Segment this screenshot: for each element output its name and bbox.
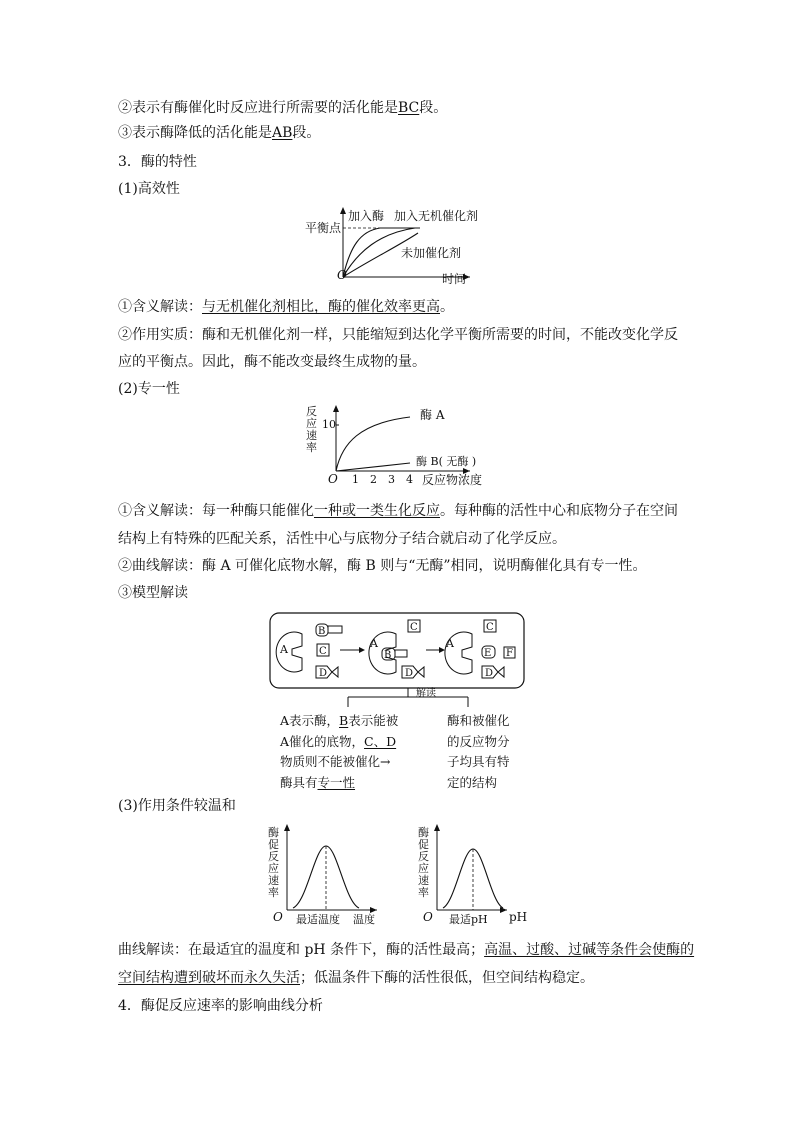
curve-enzyme-b: [336, 463, 410, 471]
y-axis-label: [268, 825, 279, 899]
x-axis-arrow: [500, 907, 507, 913]
text: 段。: [419, 100, 448, 116]
caption-row: [280, 711, 398, 732]
caption-row: 子均具有特: [447, 754, 510, 769]
ph-chart: [415, 822, 540, 930]
substrate-label: B: [384, 650, 392, 661]
specificity-curve: ②曲线解读：酶 A 可催化底物水解，酶 B 则与“无酶”相同，说明酶催化具有专一性。: [118, 558, 647, 574]
enzyme-label: A: [446, 637, 454, 650]
product-e-label: E: [484, 648, 492, 659]
x-tick: 3: [388, 473, 395, 486]
molecule-c-label: C: [486, 622, 494, 633]
caption-row: 定的结构: [447, 774, 498, 790]
substrate-b-tail: [328, 626, 342, 633]
text: ；低温条件下酶的活性很低，但空间结构稳定。: [300, 970, 594, 986]
y-axis-arrow: [333, 405, 339, 412]
substrate-b-bound-tail: [395, 650, 407, 657]
answer-underline: BC: [398, 100, 420, 116]
y-label-char: 率: [268, 886, 279, 899]
conditions-curve-1: [118, 941, 694, 959]
substrate-label: B: [318, 626, 326, 637]
y-label-char: 率: [306, 441, 317, 454]
model-right-explanation: [447, 711, 510, 793]
interpret-label: 解读: [416, 688, 436, 699]
x-tick: 2: [370, 473, 377, 486]
line-activation-ab: [118, 124, 320, 142]
caption-row: [280, 773, 398, 794]
answer-underline: C、D: [364, 733, 397, 749]
subheading-efficiency: (1)高效性: [118, 181, 180, 197]
specificity-meaning-1: [118, 502, 678, 520]
y-label-char: 速: [418, 874, 429, 887]
x-tick: 1: [352, 473, 359, 486]
text: 表示能被: [348, 713, 399, 728]
model-heading: ③模型解读: [118, 585, 188, 601]
origin-label: O: [423, 910, 433, 924]
caption-row: 酶和被催化: [447, 713, 510, 728]
caption-row: [280, 732, 398, 753]
x-axis-label: 时间: [442, 272, 467, 286]
answer-underline: AB: [272, 125, 293, 141]
answer-underline: B: [339, 713, 349, 728]
enzyme-label: A: [370, 637, 378, 650]
y-label-char: 反: [418, 850, 429, 863]
answer-underline: 高温、过酸、过碱等条件会使酶的: [484, 942, 695, 958]
label-inorganic: 加入无机催化剂: [394, 209, 479, 223]
efficiency-essence-1: ②作用实质：酶和无机催化剂一样，只能缩短到达化学平衡所需要的时间，不能改变化学反: [118, 327, 678, 343]
heading-curve-analysis: 4．酶促反应速率的影响曲线分析: [118, 998, 323, 1014]
y-axis-arrow: [434, 824, 440, 831]
answer-underline: 与无机催化剂相比，酶的催化效率更高: [202, 299, 440, 315]
text: ③表示酶降低的活化能是: [118, 125, 272, 141]
molecule-d-label: D: [319, 668, 328, 679]
y-label-char: 促: [268, 838, 279, 851]
label-enzyme-a: 酶 A: [420, 408, 445, 422]
heading-enzyme-properties: 3．酶的特性: [118, 154, 197, 170]
answer-underline: 专一性: [317, 774, 356, 790]
temperature-chart: [265, 822, 390, 930]
text: 酶具有: [280, 774, 318, 790]
model-left-explanation: [280, 711, 398, 793]
y-label-char: 速: [306, 429, 317, 442]
subheading-specificity: (2)专一性: [118, 381, 180, 397]
text: ②表示有酶催化时反应进行所需要的活化能是: [118, 100, 398, 116]
text: ①含义解读：: [118, 299, 202, 315]
optimum-ph-label: 最适pH: [449, 913, 488, 926]
molecule-d-label: D: [485, 668, 494, 679]
x-axis-label: 反应物浓度: [422, 473, 483, 487]
molecule-d-tip: [498, 667, 504, 677]
curve-enzyme-a: [336, 417, 410, 471]
y-axis-label: [418, 825, 429, 899]
text: 段。: [292, 125, 321, 141]
optimum-temperature-label: 最适温度: [296, 913, 340, 926]
text: 。: [440, 299, 454, 315]
y-label-char: 应: [306, 417, 317, 430]
efficiency-chart: [300, 205, 500, 290]
origin-label: O: [328, 472, 338, 486]
efficiency-essence-2: 应的平衡点。因此，酶不能改变最终生成物的量。: [118, 354, 426, 370]
y-label-char: 应: [418, 862, 429, 875]
answer-underline: 空间结构遭到破坏而永久失活: [118, 970, 300, 986]
label-equilibrium: 平衡点: [305, 221, 342, 235]
y-axis-arrow: [340, 207, 346, 214]
subheading-mild-conditions: (3)作用条件较温和: [118, 798, 236, 814]
y-label-char: 速: [268, 874, 279, 887]
origin-label: O: [337, 268, 347, 282]
label-enzyme: 加入酶: [348, 209, 385, 223]
y-label-char: 酶: [418, 826, 429, 839]
text: A表示酶，: [280, 713, 340, 728]
caption-row: 物质则不能被催化→: [280, 754, 391, 769]
label-enzyme-b: 酶 B( 无酶 ): [416, 455, 477, 468]
y-label-char: 酶: [268, 826, 279, 839]
reaction-arrow-1-head: [359, 647, 365, 653]
conditions-curve-2: [118, 969, 594, 987]
y-axis-label: [306, 405, 317, 454]
molecule-d-tip: [418, 667, 424, 677]
y-label-char: 促: [418, 838, 429, 851]
y-tick-10: 10: [322, 418, 336, 431]
y-axis-arrow: [284, 824, 290, 831]
caption-row: 的反应物分: [447, 733, 510, 749]
y-label-char: 反: [268, 850, 279, 863]
origin-label: O: [273, 910, 283, 924]
y-label-char: 率: [418, 886, 429, 899]
y-label-char: 反: [306, 405, 317, 418]
reaction-arrow-2-head: [439, 647, 445, 653]
label-no-catalyst: 未加催化剂: [401, 246, 462, 260]
x-tick: 4: [406, 473, 413, 486]
specificity-meaning-2: 结构上有特殊的匹配关系，活性中心与底物分子结合就启动了化学反应。: [118, 531, 566, 547]
text: 。每种酶的活性中心和底物分子在空间: [440, 503, 678, 519]
x-axis-label: 温度: [353, 913, 375, 926]
y-label-char: 应: [268, 862, 279, 875]
line-activation-bc: [118, 99, 447, 117]
molecule-d-tip: [332, 667, 338, 677]
efficiency-meaning: [118, 298, 454, 316]
answer-underline: 一种或一类生化反应: [314, 503, 440, 519]
enzyme-label: A: [280, 643, 288, 656]
text: A催化的底物，: [280, 733, 365, 749]
text: 曲线解读：在最适宜的温度和 pH 条件下，酶的活性最高；: [118, 942, 485, 958]
lock-key-model: [268, 610, 528, 710]
molecule-c-label: C: [319, 646, 327, 657]
x-axis-label: pH: [509, 910, 528, 924]
molecule-c-label: C: [410, 622, 418, 633]
specificity-chart: [300, 403, 510, 491]
text: ①含义解读：每一种酶只能催化: [118, 503, 314, 519]
product-f-label: F: [506, 648, 513, 659]
molecule-d-label: D: [405, 668, 414, 679]
